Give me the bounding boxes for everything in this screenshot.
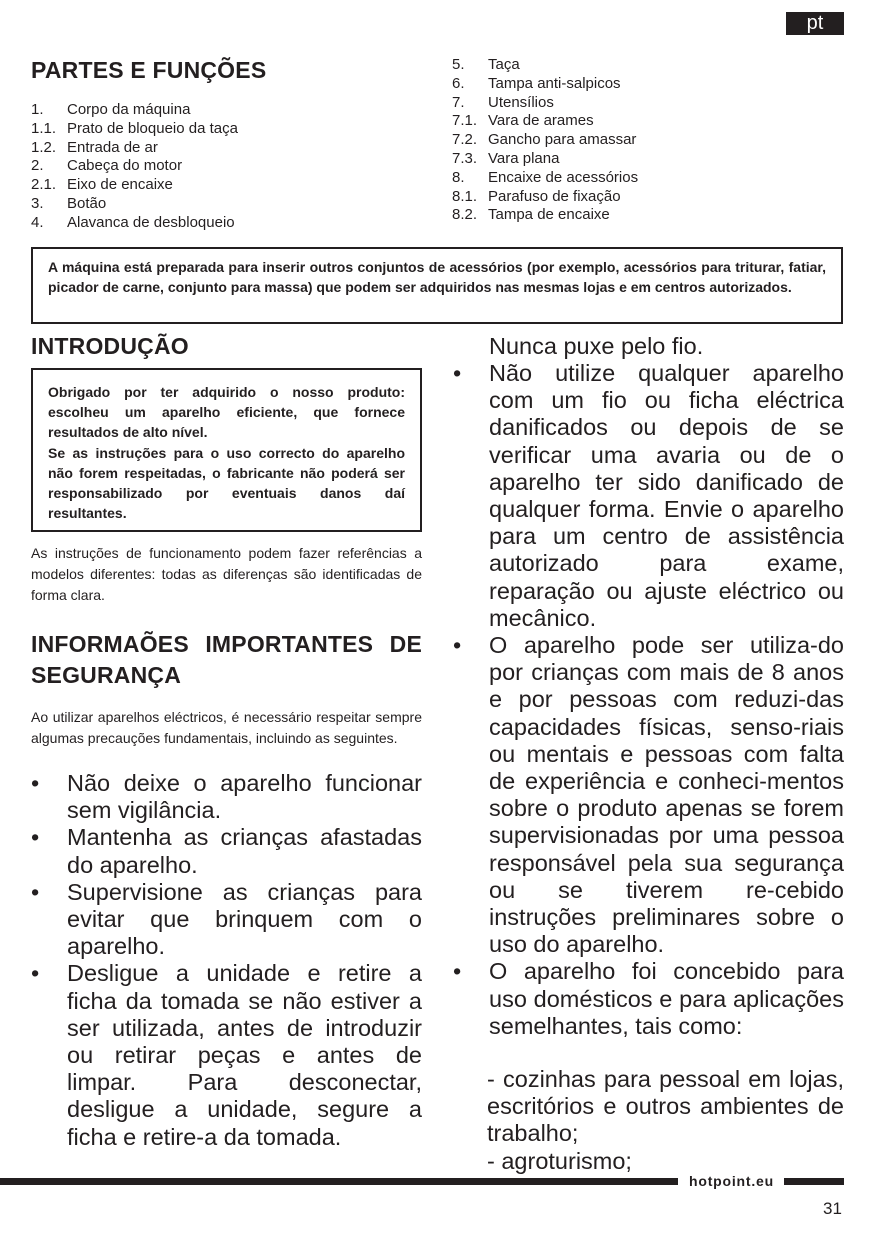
safety-title: INFORMAÕES IMPORTANTES DE SEGURANÇA	[31, 631, 422, 688]
part-item	[452, 188, 832, 207]
bullet-text: Desligue a unidade e retire a ficha da tomada se não estiver a ser utilizada, antes de introduzir ou retirar peças e antes de limpar. Para desconectar, desligue a unidade, segure a ficha e retire-a da tomada.	[67, 960, 422, 1150]
part-number: 2.1.	[31, 176, 57, 194]
bullet-marker: •	[453, 632, 462, 659]
bullet-marker: •	[31, 770, 40, 796]
part-item	[452, 150, 832, 169]
part-label: Taça	[488, 56, 520, 73]
part-number: 4.	[31, 213, 44, 231]
safety-list-right	[453, 360, 844, 1040]
part-number: 3.	[31, 194, 44, 212]
safety-bullet	[31, 879, 422, 961]
usage-sub-item: - agroturismo;	[487, 1147, 632, 1174]
part-item	[452, 56, 832, 75]
bullet-text: Não deixe o aparelho funcionar sem vigilância.	[67, 770, 422, 824]
part-label: Encaixe de acessórios	[488, 168, 639, 186]
usage-sub-items	[487, 1066, 844, 1175]
usage-sub-item: - cozinhas para pessoal em lojas, escritórios e outros ambientes de trabalho;	[487, 1066, 844, 1147]
bullet-marker: •	[453, 360, 462, 386]
bullet-text: O aparelho pode ser utiliza-do por crianças com mais de 8 anos e por pessoas com reduzi-das capacidades físicas, senso-riais ou mentais e pessoas com falta de experiência e conheci-mentos sobre o produto apenas se forem supervisionadas por uma pessoa responsável pela sua segurança ou se tiverem re-cebido instruções preliminares sobre o uso do aparelho.	[489, 632, 844, 958]
footer-rule-right	[784, 1178, 844, 1185]
bullet-marker: •	[31, 878, 40, 905]
part-item	[31, 157, 411, 176]
brand-logo: hotpoint.eu	[689, 1173, 775, 1189]
part-number: 1.1.	[31, 119, 57, 137]
part-label: Alavanca de desbloqueio	[67, 213, 235, 231]
part-item	[31, 214, 411, 233]
part-number: 7.3.	[452, 149, 478, 167]
part-item	[31, 195, 411, 214]
part-item	[452, 206, 832, 225]
intro-liability: Se as instruções para o uso correcto do aparelho não forem respeitadas, o fabricante não poderá ser responsabilizado por eventuais danos daí resultantes.	[48, 444, 405, 522]
safety-bullet	[453, 632, 844, 958]
bullet-text: Supervisione as crianças para evitar que brinquem com o aparelho.	[67, 878, 422, 960]
part-item	[452, 169, 832, 188]
continued-text: Nunca puxe pelo fio.	[489, 333, 704, 359]
parts-title: PARTES E FUNÇÕES	[31, 57, 267, 83]
part-number: 5.	[452, 56, 465, 73]
bullet-marker: •	[31, 960, 40, 987]
part-label: Tampa de encaixe	[488, 206, 610, 224]
part-item	[452, 75, 832, 94]
parts-list-left	[31, 101, 411, 233]
part-label: Vara de arames	[488, 112, 594, 130]
part-number: 8.1.	[452, 187, 478, 205]
part-number: 7.	[452, 93, 465, 111]
part-label: Botão	[67, 194, 107, 212]
part-label: Entrada de ar	[67, 138, 158, 156]
part-number: 6.	[452, 74, 465, 92]
part-item	[31, 139, 411, 158]
safety-bullet	[453, 958, 844, 1040]
part-label: Corpo da máquina	[67, 101, 191, 118]
safety-bullet	[31, 960, 422, 1150]
part-number: 7.1.	[452, 112, 478, 130]
part-label: Prato de bloqueio da taça	[67, 119, 238, 137]
parts-list-right	[452, 56, 832, 225]
part-item	[31, 120, 411, 139]
part-item	[452, 112, 832, 131]
part-number: 8.2.	[452, 206, 478, 224]
part-label: Cabeça do motor	[67, 157, 183, 175]
part-item	[31, 176, 411, 195]
safety-lead: Ao utilizar aparelhos eléctricos, é necessário respeitar sempre algumas precauções fundamentais, incluindo as seguintes.	[31, 709, 422, 746]
footer-rule-left	[0, 1178, 678, 1185]
bullet-text: O aparelho foi concebido para uso domésticos e para aplicações semelhantes, tais como:	[489, 958, 844, 1039]
bullet-text: Mantenha as crianças afastadas do aparelho.	[67, 824, 422, 878]
part-label: Vara plana	[488, 149, 560, 167]
intro-title: INTRODUÇÃO	[31, 333, 189, 359]
part-label: Tampa anti-salpicos	[488, 74, 621, 92]
intro-box	[31, 368, 422, 532]
part-item	[452, 131, 832, 150]
page-number: 31	[823, 1199, 842, 1218]
language-tab: pt	[786, 12, 844, 35]
part-item	[31, 101, 411, 120]
part-number: 8.	[452, 168, 465, 186]
safety-bullet	[31, 824, 422, 878]
accessories-notice: A máquina está preparada para inserir outros conjuntos de acessórios (por exemplo, acessórios para triturar, fatiar, picador de carne, conjunto para massa) que podem ser adquiridos nas mesmas lojas e em centros autorizados.	[31, 247, 843, 324]
bullet-marker: •	[31, 824, 40, 851]
part-item	[452, 94, 832, 113]
bullet-text: Não utilize qualquer aparelho com um fio ou ficha eléctrica danificados ou depois de se verificar uma avaria ou de o aparelho ter sido danificado de qualquer forma. Envie o aparelho para um centro de assistência autorizado para exame, reparação ou ajuste eléctrico ou mecânico.	[489, 360, 844, 631]
safety-list-left	[31, 770, 422, 1151]
part-number: 1.2.	[31, 138, 57, 156]
part-number: 7.2.	[452, 131, 478, 149]
part-label: Eixo de encaixe	[67, 176, 173, 194]
bullet-marker: •	[453, 958, 462, 985]
part-label: Parafuso de fixação	[488, 187, 621, 205]
part-number: 1.	[31, 101, 44, 118]
part-label: Utensílios	[488, 93, 554, 111]
intro-thanks: Obrigado por ter adquirido o nosso produto: escolheu um aparelho eficiente, que fornece resultados de alto nível.	[48, 384, 405, 441]
part-number: 2.	[31, 157, 44, 175]
intro-note: As instruções de funcionamento podem fazer referências a modelos diferentes: todas as diferenças são identificadas de forma clara.	[31, 545, 422, 603]
part-label: Gancho para amassar	[488, 131, 637, 149]
safety-bullet	[453, 360, 844, 632]
safety-bullet	[31, 770, 422, 824]
